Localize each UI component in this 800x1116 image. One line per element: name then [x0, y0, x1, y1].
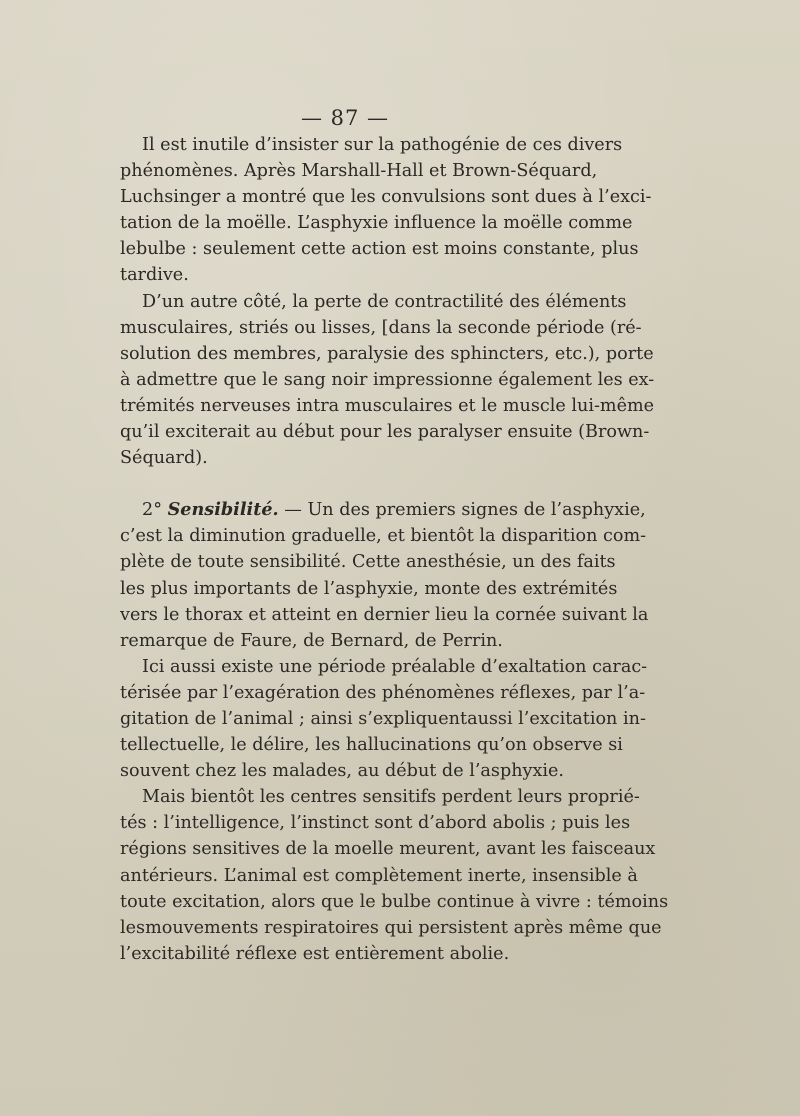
text-line: musculaires, striés ou lisses, [dans la seconde période (ré- — [120, 317, 642, 338]
text-line: Ici aussi existe une période préalable d’exaltation carac- — [142, 656, 648, 677]
text-line: Il est inutile d’insister sur la pathogénie de ces divers — [142, 135, 623, 155]
text-line: tés : l’intelligence, l’instinct sont d’abord abolis ; puis les — [120, 813, 631, 834]
text-line: l’excitabilité réflexe est entièrement abolie. — [120, 943, 510, 964]
text-line: gitation de l’animal ; ainsi s’expliquentaussi l’excitation in- — [120, 708, 646, 729]
paragraph-2 — [120, 289, 655, 472]
text-line: qu’il exciterait au début pour les paralyser ensuite (Brown- — [120, 422, 650, 443]
section-heading-line — [120, 497, 646, 523]
section-gap — [120, 471, 560, 497]
text-line: les plus importants de l’asphyxie, monte des extrémités — [120, 578, 618, 599]
text-line: toute excitation, alors que le bulbe continue à vivre : témoins — [120, 891, 669, 912]
text-line: phénomènes. Après Marshall‑Hall et Brown‑Séquard, — [120, 161, 598, 182]
text-line: lesmouvements respiratoires qui persistent après même que — [120, 917, 662, 938]
paragraph-5 — [120, 784, 669, 967]
text-line: trémités nerveuses intra musculaires et le muscle lui-même — [120, 395, 655, 416]
page-number: — 87 — — [300, 106, 390, 130]
text-line: c’est la diminution graduelle, et bientôt la disparition com- — [120, 526, 647, 547]
section-number: 2° — [142, 500, 162, 521]
body-text — [120, 132, 669, 967]
text-line: vers le thorax et atteint en dernier lieu la cornée suivant la — [120, 604, 649, 625]
text-line: Séquard). — [120, 448, 208, 469]
text-line: plète de toute sensibilité. Cette anesthésie, un des faits — [120, 552, 616, 573]
text-line: térisée par l’exagération des phénomènes réflexes, par l’a- — [120, 682, 646, 703]
paragraph-4 — [120, 654, 648, 784]
paragraph-sensibilite — [120, 497, 649, 654]
paragraph-1 — [120, 132, 652, 289]
text-line: solution des membres, paralysie des sphincters, etc.), porte — [120, 343, 654, 364]
text-line: lebulbe : seulement cette action est moins constante, plus — [120, 239, 639, 260]
text-line: D’un autre côté, la perte de contractilité des éléments — [142, 291, 627, 312]
text-line: tellectuelle, le délire, les hallucinations qu’on observe si — [120, 735, 623, 756]
text-line: Mais bientôt les centres sensitifs perdent leurs proprié- — [142, 787, 640, 808]
section-title: Sensibilité. — [167, 499, 279, 521]
text-line: souvent chez les malades, au début de l’asphyxie. — [120, 761, 565, 782]
text-fragment: — Un des premiers signes de l’asphyxie, — [278, 500, 646, 521]
text-line: antérieurs. L’animal est complètement inerte, insensible à — [120, 865, 638, 886]
text-line: à admettre que le sang noir impressionne également les ex- — [120, 369, 655, 390]
text-line: régions sensitives de la moelle meurent, avant les faisceaux — [120, 839, 656, 860]
text-line: remarque de Faure, de Bernard, de Perrin. — [120, 630, 503, 651]
text-line: Luchsinger a montré que les convulsions sont dues à l’exci- — [120, 187, 652, 208]
text-line: tardive. — [120, 265, 189, 286]
text-line: tation de la moëlle. L’asphyxie influence la moëlle comme — [120, 213, 633, 234]
